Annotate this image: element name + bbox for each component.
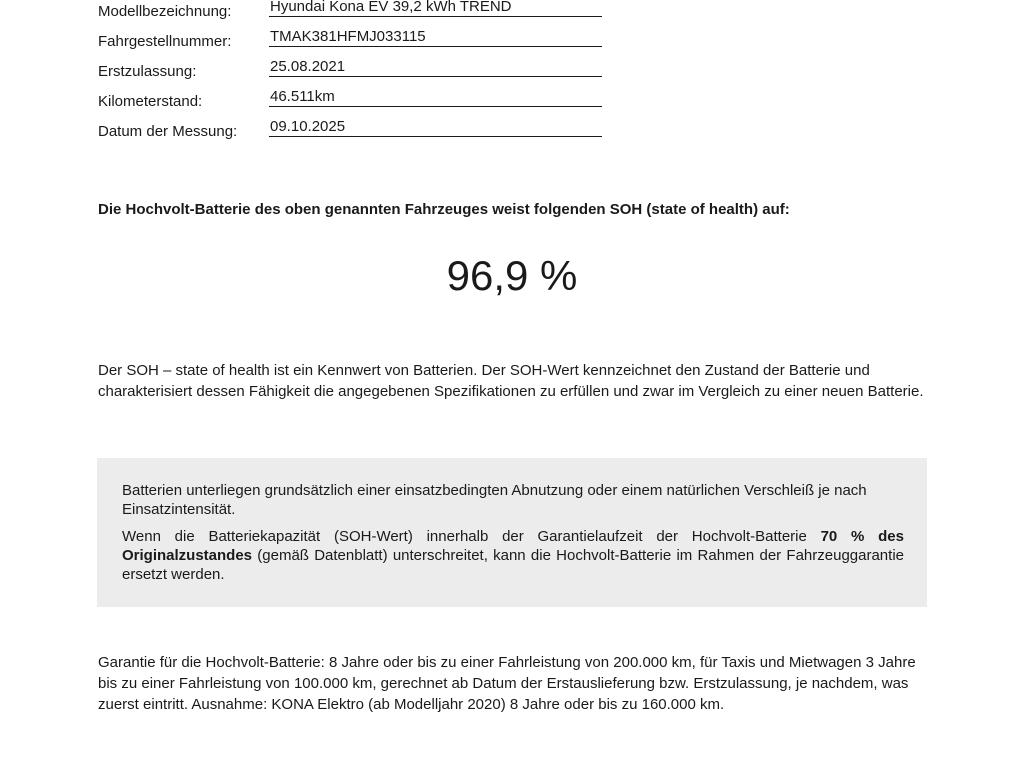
field-label-first-registration: Erstzulassung: [98,63,197,80]
info-paragraph-guarantee [122,527,904,584]
soh-description: Der SOH – state of health ist ein Kennwert von Batterien. Der SOH-Wert kennzeichnet den Zustand der Batterie und charakterisiert dessen Fähigkeit die angegebenen Spezifikationen zu erfüllen und zwar im Vergleich zu einer neuen Batterie. [98,362,924,400]
info-paragraph-wear: Batterien unterliegen grundsätzlich einer einsatzbedingten Abnutzung oder einem natürlichen Verschleiß je nach Einsatzintensität. [122,482,867,518]
info-text-threshold: 70 % des Originalzustandes [122,528,904,564]
field-value-model: Hyundai Kona EV 39,2 kWh TREND [269,0,602,17]
field-label-vin: Fahrgestellnummer: [98,33,232,50]
field-row-measurement-date [98,118,608,152]
field-value-measurement-date: 09.10.2025 [269,118,602,137]
warranty-text: Garantie für die Hochvolt-Batterie: 8 Jahre oder bis zu einer Fahrleistung von 200.000 km, für Taxis und Mietwagen 3 Jahre bis zu einer Fahrleistung von 100.000 km, gerechnet ab Datum der Erstauslieferung bzw. Erstzulassung, je nachdem, was zuerst eintritt. Ausnahme: KONA Elektro (ab Modelljahr 2020) 8 Jahre oder bis zu 160.000 km. [98,654,916,713]
soh-value: 96,9 % [446,252,578,299]
field-label-measurement-date: Datum der Messung: [98,123,238,140]
info-text-before: Wenn die Batteriekapazität (SOH-Wert) innerhalb der Garantielaufzeit der Hochvolt-Batterie [122,528,821,545]
info-box [97,458,927,607]
field-value-first-registration: 25.08.2021 [269,58,602,77]
field-label-mileage: Kilometerstand: [98,93,203,110]
soh-intro-heading: Die Hochvolt-Batterie des oben genannten Fahrzeuges weist folgenden SOH (state of health) auf: [98,201,790,218]
info-text-after: (gemäß Datenblatt) unterschreitet, kann die Hochvolt-Batterie im Rahmen der Fahrzeuggarantie ersetzt werden. [122,547,904,583]
field-value-mileage: 46.511km [269,88,602,107]
field-label-model: Modellbezeichnung: [98,3,232,20]
field-value-vin: TMAK381HFMJ033115 [269,28,602,47]
